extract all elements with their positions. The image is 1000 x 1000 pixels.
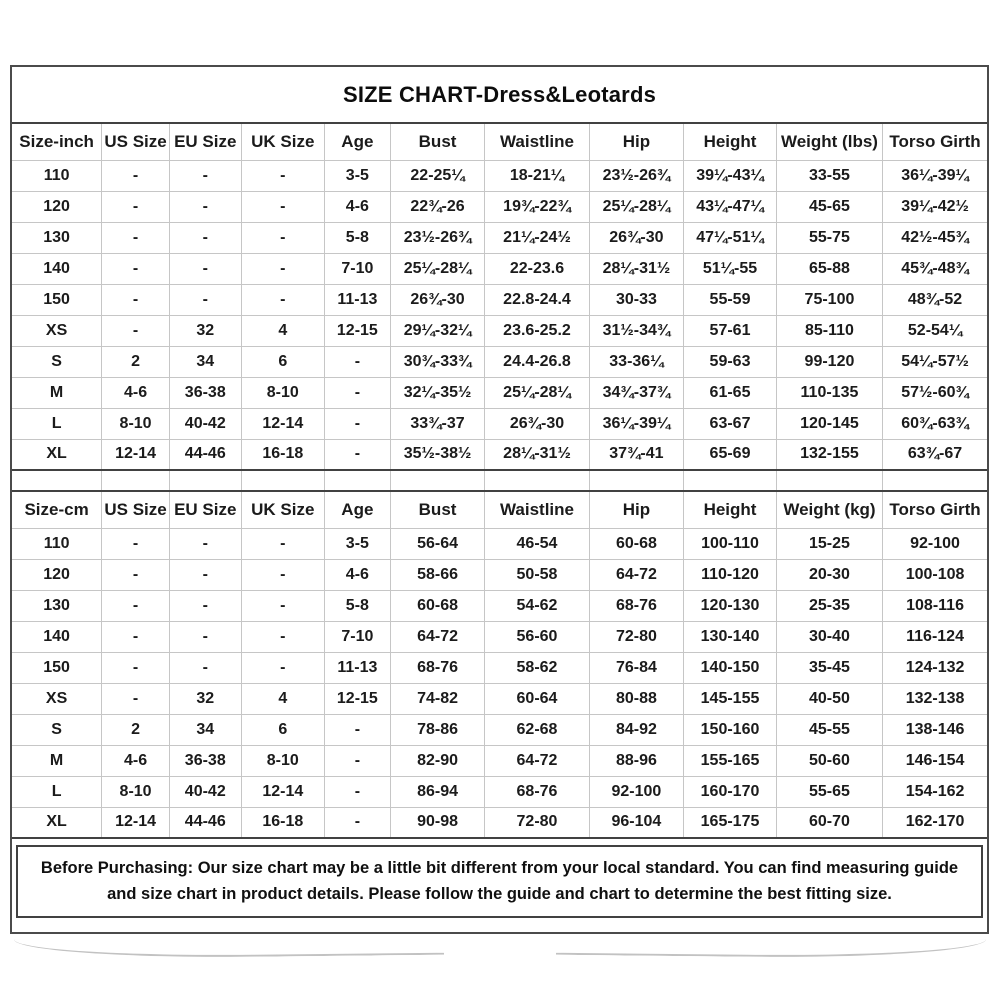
- value-cell: 34: [169, 714, 241, 745]
- value-cell: 12-14: [241, 408, 324, 439]
- value-cell: -: [241, 191, 324, 222]
- value-cell: 60-68: [390, 590, 485, 621]
- value-cell: 4: [241, 683, 324, 714]
- size-label-cell: L: [12, 776, 102, 807]
- value-cell: -: [324, 745, 390, 776]
- spacer-cell: [241, 470, 324, 491]
- value-cell: 4: [241, 315, 324, 346]
- value-cell: 45-55: [776, 714, 882, 745]
- value-cell: -: [102, 590, 170, 621]
- value-cell: 8-10: [102, 776, 170, 807]
- table-spacer-row: [12, 470, 987, 491]
- value-cell: 33¾-37: [390, 408, 485, 439]
- chart-title: SIZE CHART-Dress&Leotards: [342, 81, 657, 107]
- value-cell: 78-86: [390, 714, 485, 745]
- value-cell: 45¾-48¾: [883, 253, 987, 284]
- value-cell: 33-36¼: [589, 346, 684, 377]
- value-cell: 92-100: [883, 528, 987, 559]
- value-cell: 99-120: [776, 346, 882, 377]
- size-label-cell: 150: [12, 652, 102, 683]
- size-row-inch-xs: [12, 315, 987, 346]
- value-cell: -: [324, 377, 390, 408]
- value-cell: 140-150: [684, 652, 777, 683]
- size-row-inch-110: [12, 160, 987, 191]
- value-cell: 65-69: [684, 439, 777, 470]
- value-cell: 6: [241, 714, 324, 745]
- value-cell: 59-63: [684, 346, 777, 377]
- value-cell: -: [169, 253, 241, 284]
- value-cell: 40-42: [169, 776, 241, 807]
- value-cell: -: [324, 776, 390, 807]
- value-cell: 36-38: [169, 745, 241, 776]
- value-cell: 7-10: [324, 253, 390, 284]
- value-cell: 11-13: [324, 284, 390, 315]
- size-row-inch-120: [12, 191, 987, 222]
- column-header-weight-lbs: Weight (lbs): [776, 123, 882, 160]
- value-cell: 120-145: [776, 408, 882, 439]
- cm-header-row: [12, 491, 987, 528]
- value-cell: 60-70: [776, 807, 882, 838]
- spacer-row: [12, 470, 987, 491]
- value-cell: 96-104: [589, 807, 684, 838]
- column-header-us-size: US Size: [102, 491, 170, 528]
- value-cell: -: [324, 346, 390, 377]
- value-cell: 34: [169, 346, 241, 377]
- value-cell: 8-10: [241, 745, 324, 776]
- value-cell: 88-96: [589, 745, 684, 776]
- value-cell: 110-120: [684, 559, 777, 590]
- size-row-inch-l: [12, 408, 987, 439]
- value-cell: 28¼-31½: [485, 439, 589, 470]
- value-cell: 64-72: [589, 559, 684, 590]
- value-cell: 64-72: [485, 745, 589, 776]
- value-cell: -: [169, 621, 241, 652]
- value-cell: -: [102, 621, 170, 652]
- value-cell: 68-76: [485, 776, 589, 807]
- value-cell: 22¾-26: [390, 191, 485, 222]
- column-header-age: Age: [324, 491, 390, 528]
- value-cell: 30-33: [589, 284, 684, 315]
- size-label-cell: 110: [12, 528, 102, 559]
- value-cell: 116-124: [883, 621, 987, 652]
- value-cell: 68-76: [390, 652, 485, 683]
- value-cell: 12-14: [102, 439, 170, 470]
- page-curl-shadow-right: [556, 935, 986, 960]
- value-cell: 29¼-32¼: [390, 315, 485, 346]
- value-cell: 30-40: [776, 621, 882, 652]
- value-cell: 39¼-43¼: [684, 160, 777, 191]
- spacer-cell: [589, 470, 684, 491]
- value-cell: 165-175: [684, 807, 777, 838]
- value-cell: 85-110: [776, 315, 882, 346]
- value-cell: 8-10: [241, 377, 324, 408]
- spacer-cell: [684, 470, 777, 491]
- value-cell: 32¼-35½: [390, 377, 485, 408]
- value-cell: 32: [169, 683, 241, 714]
- value-cell: -: [324, 408, 390, 439]
- value-cell: 58-66: [390, 559, 485, 590]
- value-cell: 48¾-52: [883, 284, 987, 315]
- size-label-cell: XL: [12, 439, 102, 470]
- spacer-cell: [102, 470, 170, 491]
- value-cell: 32: [169, 315, 241, 346]
- size-row-cm-110: [12, 528, 987, 559]
- column-header-age: Age: [324, 123, 390, 160]
- value-cell: 24.4-26.8: [485, 346, 589, 377]
- size-row-cm-130: [12, 590, 987, 621]
- value-cell: 132-155: [776, 439, 882, 470]
- value-cell: 46-54: [485, 528, 589, 559]
- size-label-cell: 120: [12, 559, 102, 590]
- value-cell: 3-5: [324, 528, 390, 559]
- size-row-cm-140: [12, 621, 987, 652]
- size-row-cm-s: [12, 714, 987, 745]
- size-row-inch-xl: [12, 439, 987, 470]
- column-header-torso-girth: Torso Girth: [883, 123, 987, 160]
- value-cell: -: [324, 439, 390, 470]
- value-cell: 4-6: [324, 191, 390, 222]
- spacer-cell: [390, 470, 485, 491]
- value-cell: 26¾-30: [589, 222, 684, 253]
- column-header-eu-size: EU Size: [169, 491, 241, 528]
- value-cell: -: [102, 284, 170, 315]
- value-cell: 12-15: [324, 683, 390, 714]
- size-label-cell: L: [12, 408, 102, 439]
- cm-table-body: [12, 528, 987, 838]
- size-label-cell: 130: [12, 590, 102, 621]
- column-header-weight-kg: Weight (kg): [776, 491, 882, 528]
- value-cell: 2: [102, 714, 170, 745]
- value-cell: -: [169, 284, 241, 315]
- value-cell: 60¾-63¾: [883, 408, 987, 439]
- size-row-cm-l: [12, 776, 987, 807]
- value-cell: -: [102, 222, 170, 253]
- value-cell: 64-72: [390, 621, 485, 652]
- column-header-uk-size: UK Size: [241, 491, 324, 528]
- value-cell: 30¾-33¾: [390, 346, 485, 377]
- value-cell: 44-46: [169, 439, 241, 470]
- value-cell: 20-30: [776, 559, 882, 590]
- value-cell: 23½-26¾: [589, 160, 684, 191]
- value-cell: -: [241, 652, 324, 683]
- value-cell: -: [169, 559, 241, 590]
- value-cell: 37¾-41: [589, 439, 684, 470]
- value-cell: 33-55: [776, 160, 882, 191]
- value-cell: 28¼-31½: [589, 253, 684, 284]
- spacer-cell: [324, 470, 390, 491]
- value-cell: 12-15: [324, 315, 390, 346]
- value-cell: 55-75: [776, 222, 882, 253]
- value-cell: 4-6: [102, 377, 170, 408]
- column-header-hip: Hip: [589, 123, 684, 160]
- value-cell: 124-132: [883, 652, 987, 683]
- value-cell: 132-138: [883, 683, 987, 714]
- value-cell: 57½-60¾: [883, 377, 987, 408]
- column-header-size-cm: Size-cm: [12, 491, 102, 528]
- value-cell: 54¼-57½: [883, 346, 987, 377]
- value-cell: 56-60: [485, 621, 589, 652]
- value-cell: 22.8-24.4: [485, 284, 589, 315]
- value-cell: 138-146: [883, 714, 987, 745]
- size-label-cell: M: [12, 745, 102, 776]
- value-cell: 63-67: [684, 408, 777, 439]
- column-header-height: Height: [684, 123, 777, 160]
- size-row-inch-140: [12, 253, 987, 284]
- value-cell: 16-18: [241, 807, 324, 838]
- column-header-height: Height: [684, 491, 777, 528]
- value-cell: 3-5: [324, 160, 390, 191]
- value-cell: 43¼-47¼: [684, 191, 777, 222]
- value-cell: 21¼-24½: [485, 222, 589, 253]
- value-cell: 19¾-22¾: [485, 191, 589, 222]
- value-cell: 22-25¼: [390, 160, 485, 191]
- inch-header-row: [12, 123, 987, 160]
- value-cell: 90-98: [390, 807, 485, 838]
- value-cell: -: [102, 191, 170, 222]
- value-cell: -: [102, 253, 170, 284]
- value-cell: 5-8: [324, 590, 390, 621]
- value-cell: 25¼-28¼: [390, 253, 485, 284]
- value-cell: 35½-38½: [390, 439, 485, 470]
- spacer-cell: [776, 470, 882, 491]
- value-cell: 25¼-28¼: [589, 191, 684, 222]
- value-cell: 45-65: [776, 191, 882, 222]
- value-cell: 154-162: [883, 776, 987, 807]
- value-cell: 86-94: [390, 776, 485, 807]
- value-cell: 145-155: [684, 683, 777, 714]
- value-cell: 40-42: [169, 408, 241, 439]
- value-cell: 120-130: [684, 590, 777, 621]
- value-cell: -: [241, 253, 324, 284]
- size-label-cell: 120: [12, 191, 102, 222]
- value-cell: 108-116: [883, 590, 987, 621]
- value-cell: 4-6: [324, 559, 390, 590]
- value-cell: 52-54¼: [883, 315, 987, 346]
- value-cell: 18-21¼: [485, 160, 589, 191]
- value-cell: -: [241, 284, 324, 315]
- value-cell: 55-59: [684, 284, 777, 315]
- column-header-waistline: Waistline: [485, 123, 589, 160]
- value-cell: 100-108: [883, 559, 987, 590]
- value-cell: -: [102, 559, 170, 590]
- value-cell: -: [169, 590, 241, 621]
- value-cell: 26¾-30: [390, 284, 485, 315]
- column-header-bust: Bust: [390, 123, 485, 160]
- value-cell: 110-135: [776, 377, 882, 408]
- value-cell: 75-100: [776, 284, 882, 315]
- value-cell: 54-62: [485, 590, 589, 621]
- value-cell: -: [241, 590, 324, 621]
- size-label-cell: XS: [12, 315, 102, 346]
- value-cell: -: [241, 528, 324, 559]
- size-row-inch-150: [12, 284, 987, 315]
- value-cell: -: [102, 315, 170, 346]
- inch-table-body: [12, 160, 987, 470]
- value-cell: -: [241, 559, 324, 590]
- column-header-waistline: Waistline: [485, 491, 589, 528]
- size-label-cell: M: [12, 377, 102, 408]
- size-chart-table: [12, 122, 987, 839]
- value-cell: 100-110: [684, 528, 777, 559]
- value-cell: 22-23.6: [485, 253, 589, 284]
- size-label-cell: 150: [12, 284, 102, 315]
- value-cell: -: [169, 652, 241, 683]
- value-cell: 60-68: [589, 528, 684, 559]
- value-cell: 7-10: [324, 621, 390, 652]
- value-cell: 25¼-28¼: [485, 377, 589, 408]
- value-cell: 16-18: [241, 439, 324, 470]
- value-cell: 74-82: [390, 683, 485, 714]
- page-curl-shadow-left: [14, 935, 444, 960]
- value-cell: -: [324, 807, 390, 838]
- value-cell: 35-45: [776, 652, 882, 683]
- value-cell: -: [169, 222, 241, 253]
- spacer-cell: [883, 470, 987, 491]
- value-cell: 162-170: [883, 807, 987, 838]
- column-header-us-size: US Size: [102, 123, 170, 160]
- value-cell: 130-140: [684, 621, 777, 652]
- size-row-cm-xs: [12, 683, 987, 714]
- value-cell: 47¼-51¼: [684, 222, 777, 253]
- size-row-cm-m: [12, 745, 987, 776]
- value-cell: -: [102, 160, 170, 191]
- value-cell: 39¼-42½: [883, 191, 987, 222]
- value-cell: 36-38: [169, 377, 241, 408]
- value-cell: 42½-45¾: [883, 222, 987, 253]
- value-cell: 51¼-55: [684, 253, 777, 284]
- value-cell: 26¾-30: [485, 408, 589, 439]
- value-cell: 58-62: [485, 652, 589, 683]
- size-label-cell: 140: [12, 253, 102, 284]
- value-cell: 34¾-37¾: [589, 377, 684, 408]
- spacer-cell: [169, 470, 241, 491]
- size-row-inch-m: [12, 377, 987, 408]
- size-chart-card: [10, 65, 989, 934]
- value-cell: 82-90: [390, 745, 485, 776]
- column-header-size-inch: Size-inch: [12, 123, 102, 160]
- value-cell: 11-13: [324, 652, 390, 683]
- value-cell: -: [169, 160, 241, 191]
- size-label-cell: S: [12, 714, 102, 745]
- size-label-cell: 110: [12, 160, 102, 191]
- value-cell: 23.6-25.2: [485, 315, 589, 346]
- value-cell: 12-14: [241, 776, 324, 807]
- value-cell: 8-10: [102, 408, 170, 439]
- size-label-cell: S: [12, 346, 102, 377]
- value-cell: 44-46: [169, 807, 241, 838]
- spacer-cell: [485, 470, 589, 491]
- value-cell: 6: [241, 346, 324, 377]
- size-row-inch-130: [12, 222, 987, 253]
- value-cell: 31½-34¾: [589, 315, 684, 346]
- value-cell: 60-64: [485, 683, 589, 714]
- value-cell: 72-80: [485, 807, 589, 838]
- value-cell: 155-165: [684, 745, 777, 776]
- size-row-cm-120: [12, 559, 987, 590]
- value-cell: 150-160: [684, 714, 777, 745]
- value-cell: 12-14: [102, 807, 170, 838]
- value-cell: 146-154: [883, 745, 987, 776]
- value-cell: -: [241, 222, 324, 253]
- inch-table-header: [12, 123, 987, 160]
- value-cell: 40-50: [776, 683, 882, 714]
- value-cell: -: [324, 714, 390, 745]
- column-header-bust: Bust: [390, 491, 485, 528]
- column-header-hip: Hip: [589, 491, 684, 528]
- size-row-inch-s: [12, 346, 987, 377]
- value-cell: 76-84: [589, 652, 684, 683]
- value-cell: 25-35: [776, 590, 882, 621]
- value-cell: 4-6: [102, 745, 170, 776]
- value-cell: 15-25: [776, 528, 882, 559]
- value-cell: 62-68: [485, 714, 589, 745]
- value-cell: 65-88: [776, 253, 882, 284]
- value-cell: 50-58: [485, 559, 589, 590]
- column-header-eu-size: EU Size: [169, 123, 241, 160]
- value-cell: 160-170: [684, 776, 777, 807]
- size-label-cell: XL: [12, 807, 102, 838]
- value-cell: 50-60: [776, 745, 882, 776]
- value-cell: -: [102, 683, 170, 714]
- value-cell: 61-65: [684, 377, 777, 408]
- size-row-cm-xl: [12, 807, 987, 838]
- value-cell: -: [169, 191, 241, 222]
- value-cell: -: [102, 528, 170, 559]
- value-cell: -: [102, 652, 170, 683]
- value-cell: 36¼-39¼: [883, 160, 987, 191]
- value-cell: 84-92: [589, 714, 684, 745]
- value-cell: 92-100: [589, 776, 684, 807]
- value-cell: -: [241, 160, 324, 191]
- value-cell: 68-76: [589, 590, 684, 621]
- column-header-uk-size: UK Size: [241, 123, 324, 160]
- value-cell: 36¼-39¼: [589, 408, 684, 439]
- value-cell: 23½-26¾: [390, 222, 485, 253]
- value-cell: 72-80: [589, 621, 684, 652]
- size-label-cell: 130: [12, 222, 102, 253]
- purchase-note: Before Purchasing: Our size chart may be a little bit different from your local standard. You can find measuring guide and size chart in product details. Please follow the guide and chart to determine the best fitting size.: [16, 845, 983, 918]
- size-label-cell: 140: [12, 621, 102, 652]
- value-cell: 56-64: [390, 528, 485, 559]
- value-cell: 63¾-67: [883, 439, 987, 470]
- value-cell: 5-8: [324, 222, 390, 253]
- cm-table-header: [12, 491, 987, 528]
- value-cell: 57-61: [684, 315, 777, 346]
- size-row-cm-150: [12, 652, 987, 683]
- value-cell: 2: [102, 346, 170, 377]
- value-cell: -: [241, 621, 324, 652]
- value-cell: 80-88: [589, 683, 684, 714]
- column-header-torso-girth: Torso Girth: [883, 491, 987, 528]
- spacer-cell: [12, 470, 102, 491]
- value-cell: -: [169, 528, 241, 559]
- size-label-cell: XS: [12, 683, 102, 714]
- value-cell: 55-65: [776, 776, 882, 807]
